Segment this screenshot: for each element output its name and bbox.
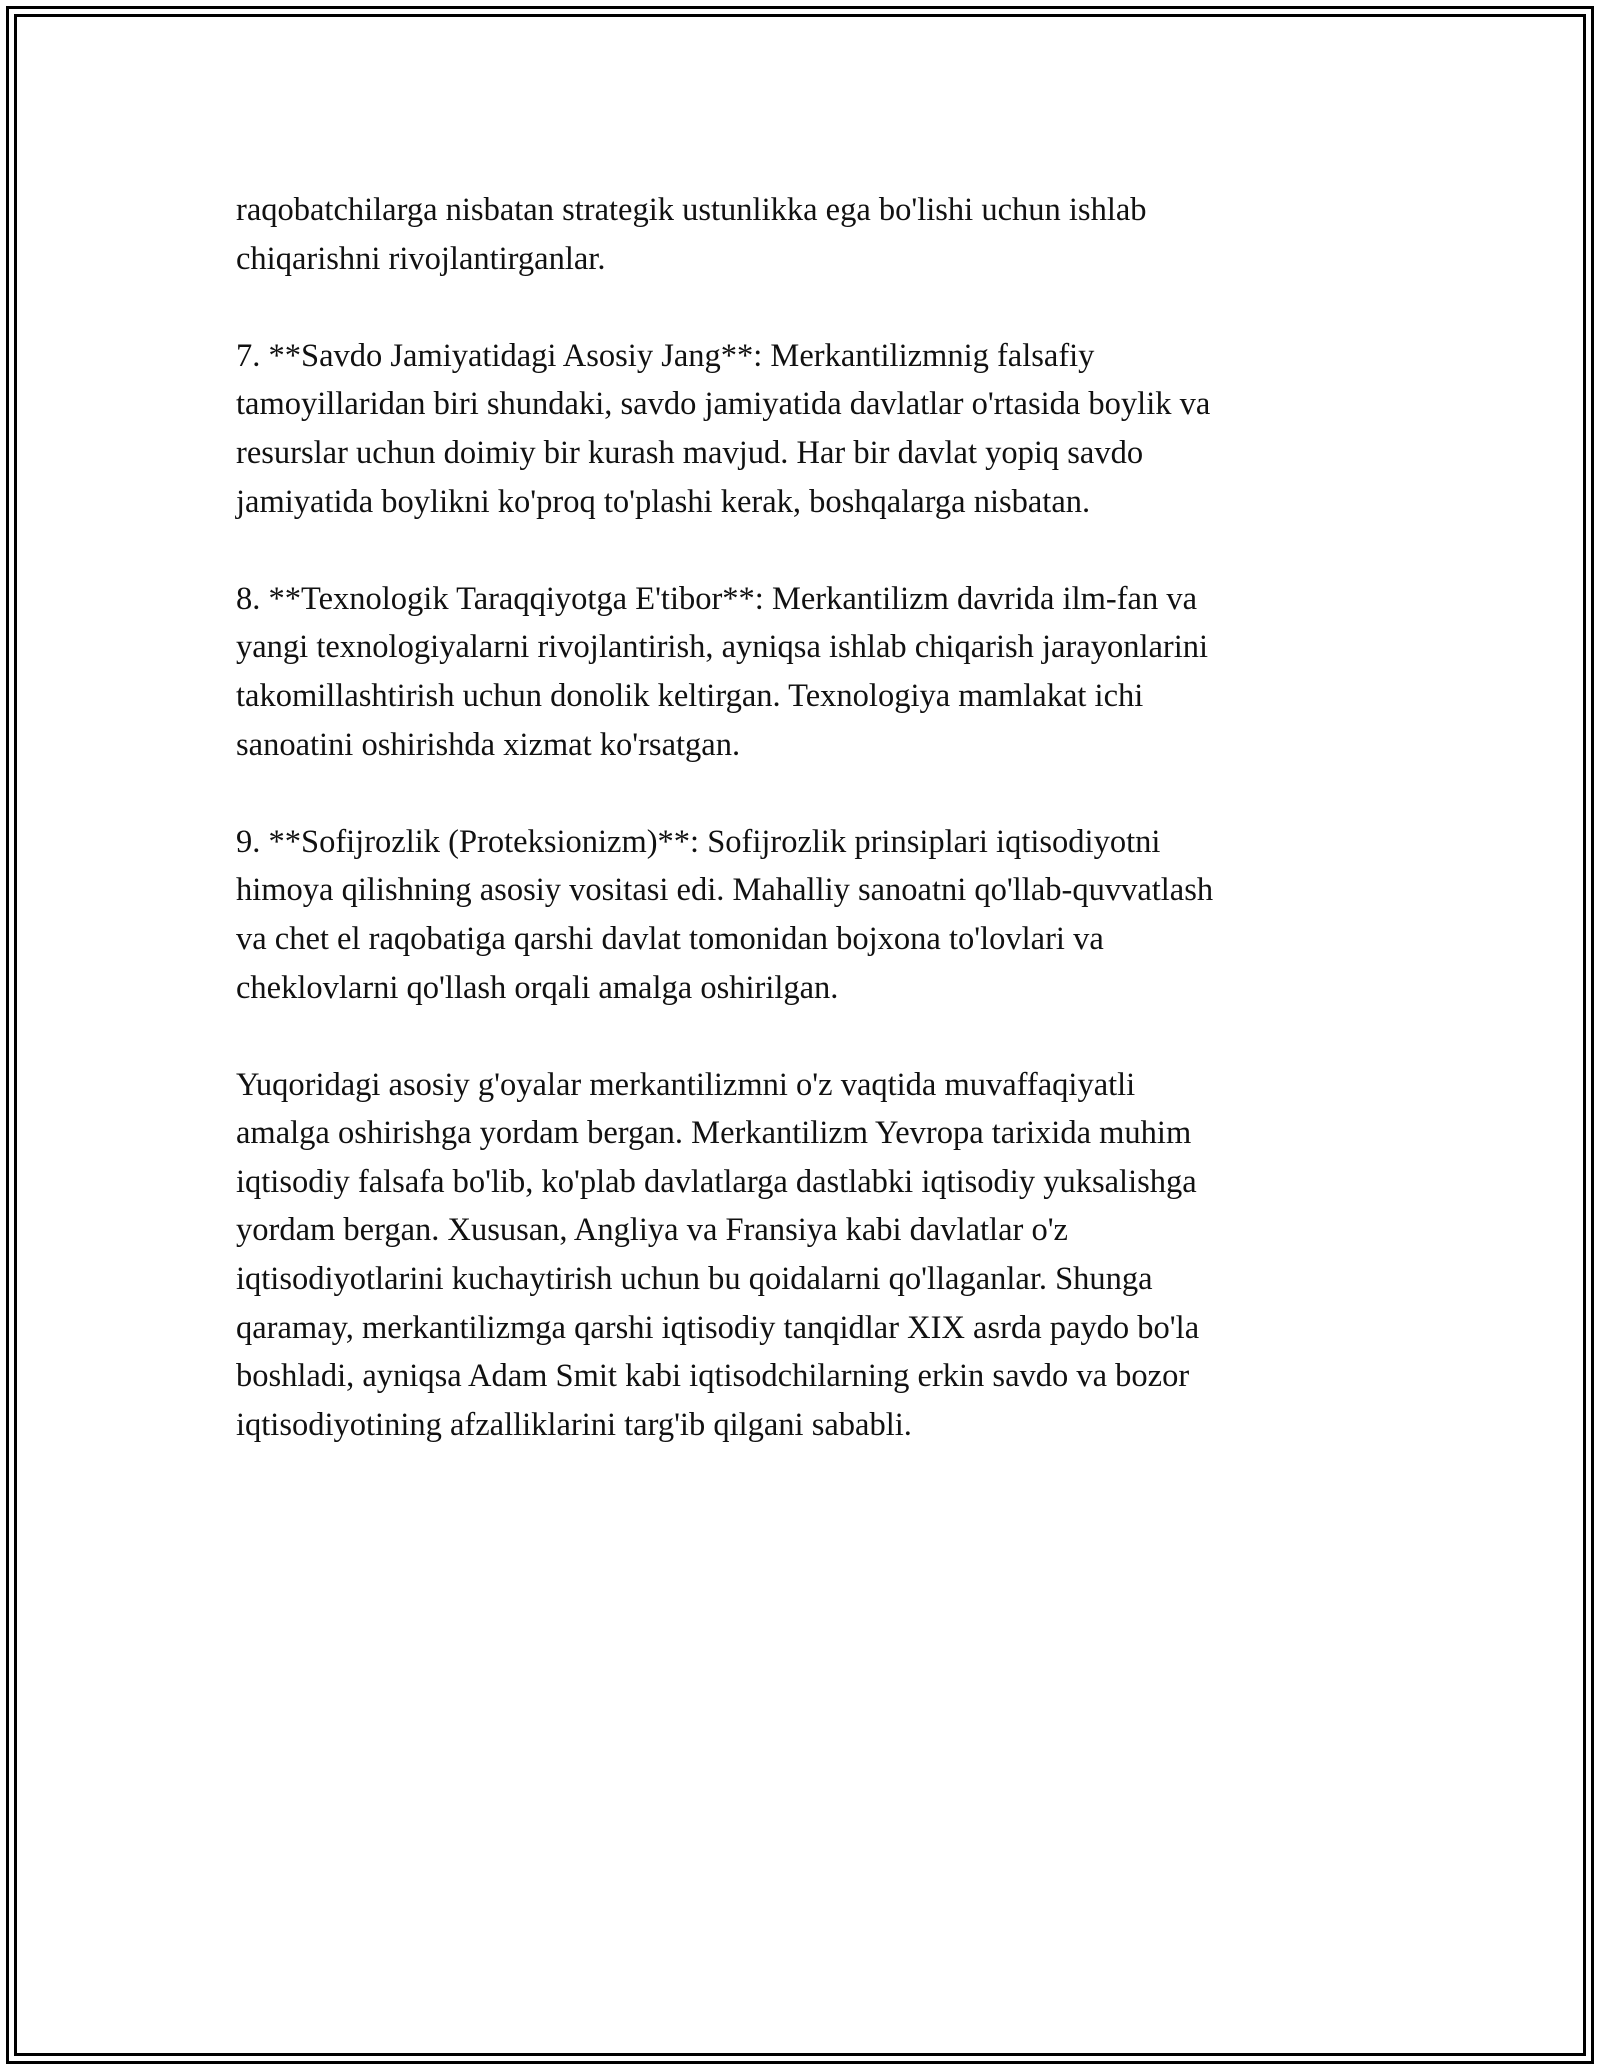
paragraph-continuation: raqobatchilarga nisbatan strategik ustunlikka ega bo'lishi uchun ishlab chiqarishni rivojlantirganlar. <box>236 192 1147 277</box>
paragraph-conclusion: Yuqoridagi asosiy g'oyalar merkantilizmni o'z vaqtida muvaffaqiyatli amalga oshirishga yordam bergan. Merkantilizm Yevropa tarixida muhim iqtisodiy falsafa bo'lib, ko'plab davlatlarga dastlabki iqtisodiy yuksalishga yordam bergan. Xususan, Angliya va Fransiya kabi davlatlar o'z iqtisodiyotlarini kuchaytirish uchun bu qoidalarni qo'llaganlar. Shunga qaramay, merkantilizmga qarshi iqtisodiy tanqidlar XIX asrda paydo bo'la boshladi, ayniqsa Adam Smit kabi iqtisodchilarning erkin savdo va bozor iqtisodiyotining afzalliklarini targ'ib qilgani sababli. <box>236 1066 1200 1443</box>
paragraph-item-9: 9. **Sofijrozlik (Proteksionizm)**: Sofijrozlik prinsiplari iqtisodiyotni himoya qilishning asosiy vositasi edi. Mahalliy sanoatni qo'llab-quvvatlash va chet el raqobatiga qarshi davlat tomonidan bojxona to'lovlari va cheklovlarni qo'llash orqali amalga oshirilgan. <box>236 823 1214 1006</box>
paragraph-item-8: 8. **Texnologik Taraqqiyotga E'tibor**: Merkantilizm davrida ilm-fan va yangi texnologiyalarni rivojlantirish, ayniqsa ishlab chiqarish jarayonlarini takomillashtirish uchun donolik keltirgan. Texnologiya mamlakat ichi sanoatini oshirishda xizmat ko'rsatgan. <box>236 580 1209 763</box>
document-body <box>236 186 1356 1498</box>
paragraph-item-7: 7. **Savdo Jamiyatidagi Asosiy Jang**: Merkantilizmnig falsafiy tamoyillaridan biri shundaki, savdo jamiyatida davlatlar o'rtasida boylik va resurslar uchun doimiy bir kurash mavjud. Har bir davlat yopiq savdo jamiyatida boylikni ko'proq to'plashi kerak, boshqalarga nisbatan. <box>236 337 1211 520</box>
